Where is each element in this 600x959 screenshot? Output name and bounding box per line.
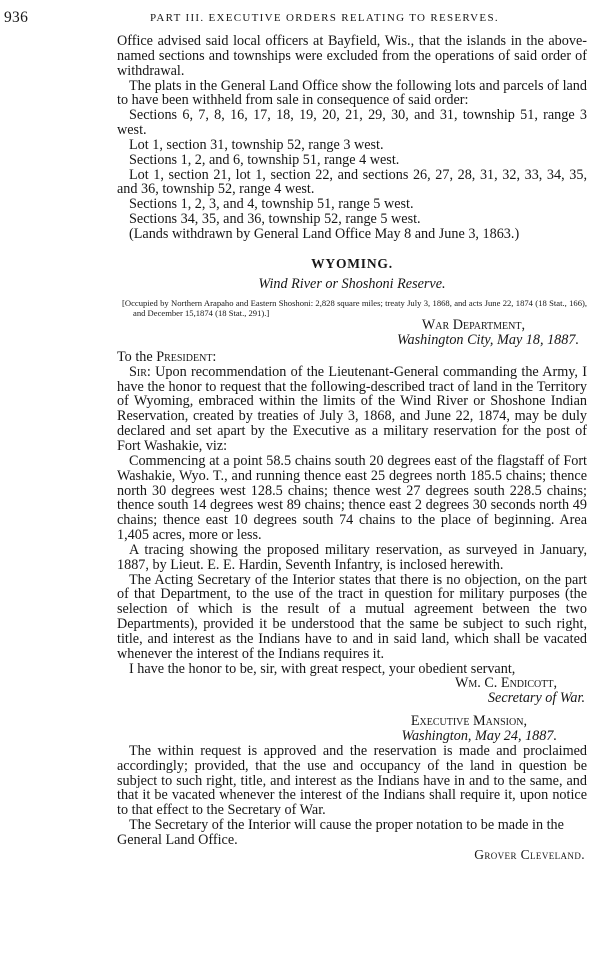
addressee-name: President: (156, 348, 217, 365)
closing-line: I have the honor to be, sir, with great respect, your obedient servant, (129, 660, 516, 677)
executive-mansion-line: Executive Mansion, (410, 713, 527, 730)
reserve-note: [Occupied by Northern Arapaho and Eastern Shoshoni: 2,828 square miles; treaty July 3, 1868, and acts June 22, 1874 (18 Stat., 166), and December 15,1874 (18 Stat., 291).] (122, 297, 587, 319)
signer-title: Secretary of War. (487, 690, 585, 707)
salutation: Sir: (129, 363, 151, 380)
running-head: PART III. EXECUTIVE ORDERS RELATING TO RESERVES. (150, 12, 499, 24)
letter-paragraph (117, 365, 587, 454)
addressee-line (117, 350, 587, 365)
land-line: Sections 34, 35, and 36, township 52, range 5 west. (129, 211, 421, 228)
page-number: 936 (4, 9, 29, 26)
letter-paragraph-text: Upon recommendation of the Lieutenant-General commanding the Army, I have the honor to request that the following-described tract of land in the Territory of Wyoming, embraced within the limits of the Wind River or Shoshone Indian Reservation, created by treaties of July 3, 1868, and June 22, 1874, may be duly declared and set apart by the Executive as a military reservation for the post of Fort Washakie, viz: (117, 363, 588, 454)
signer-name: Wm. C. Endicott, (454, 675, 557, 692)
tracing-paragraph: A tracing showing the proposed military reservation, as surveyed in January, 1887, by Lieut. E. E. Hardin, Seventh Infantry, is inclosed herewith. (117, 541, 587, 573)
page-header (0, 9, 600, 29)
executive-date-line: Washington, May 24, 1887. (401, 728, 557, 744)
president-signature: Grover Cleveland. (474, 846, 585, 862)
final-row (117, 818, 587, 848)
land-line: Sections 6, 7, 8, 16, 17, 18, 19, 20, 21, 29, 30, and 31, township 51, range 3 west. (117, 107, 587, 139)
michigan-plats-paragraph: The plats in the General Land Office show the following lots and parcels of land to have been withheld from sale in consequence of said order: (117, 77, 587, 109)
reserve-title: Wind River or Shoshoni Reserve. (258, 275, 446, 292)
land-line: Sections 1, 2, 3, and 4, township 51, range 5 west. (129, 196, 414, 213)
interior-paragraph: The Acting Secretary of the Interior states that there is no objection, on the part of that Department, to the use of the tract in question for military purposes (the selection of which is the result of a mutual agreement between the two Departments), provided it be understood that the same be subject to such right, title, and interest as the Indians have to and in said land, which shall be vacated whenever the interest of the Indians requires it. (117, 571, 587, 662)
addressee-prefix: To the (117, 348, 157, 365)
place-date-line: Washington City, May 18, 1887. (397, 332, 579, 349)
approval-paragraph: The within request is approved and the reservation is made and proclaimed accordingly; provided, that the use and occupancy of the land in question be subject to such right, title, and interest as the Indians have in and to the same, and that it be vacated whenever the interest of the Indians shall require it, upon notice to that effect to the Secretary of War. (117, 742, 587, 819)
notation-paragraph: The Secretary of the Interior will cause the proper notation to be made in the General Land Office. (117, 817, 564, 848)
department-line: War Department, (421, 317, 525, 334)
boundary-paragraph: Commencing at a point 58.5 chains south 20 degrees east of the flagstaff of Fort Washakie, Wyo. T., and running thence east 25 degrees north 185.5 chains; thence north 30 degrees west 128.5 chains; thence west 27 degrees south 228.5 chains; thence south 14 degrees west 89 chains; thence east 2 degrees 30 seconds north 49 chains; thence east 10 degrees south 74 chains to the place of beginning. Area 1,405 acres, more or less. (117, 452, 587, 544)
land-line: Sections 1, 2, and 6, township 51, range 4 west. (129, 151, 400, 168)
state-heading: WYOMING. (311, 255, 393, 271)
land-line: (Lands withdrawn by General Land Office May 8 and June 3, 1863.) (129, 225, 520, 242)
land-line: Lot 1, section 31, township 52, range 3 west. (129, 136, 384, 153)
land-line: Lot 1, section 21, lot 1, section 22, and sections 26, 27, 28, 31, 32, 33, 34, 35, and 36, township 52, range 4 west. (117, 166, 587, 198)
michigan-paragraph-continued: Office advised said local officers at Bayfield, Wis., that the islands in the above-named sections and townships were excluded from the operations of said order of withdrawal. (117, 33, 587, 79)
page-body (117, 34, 587, 863)
